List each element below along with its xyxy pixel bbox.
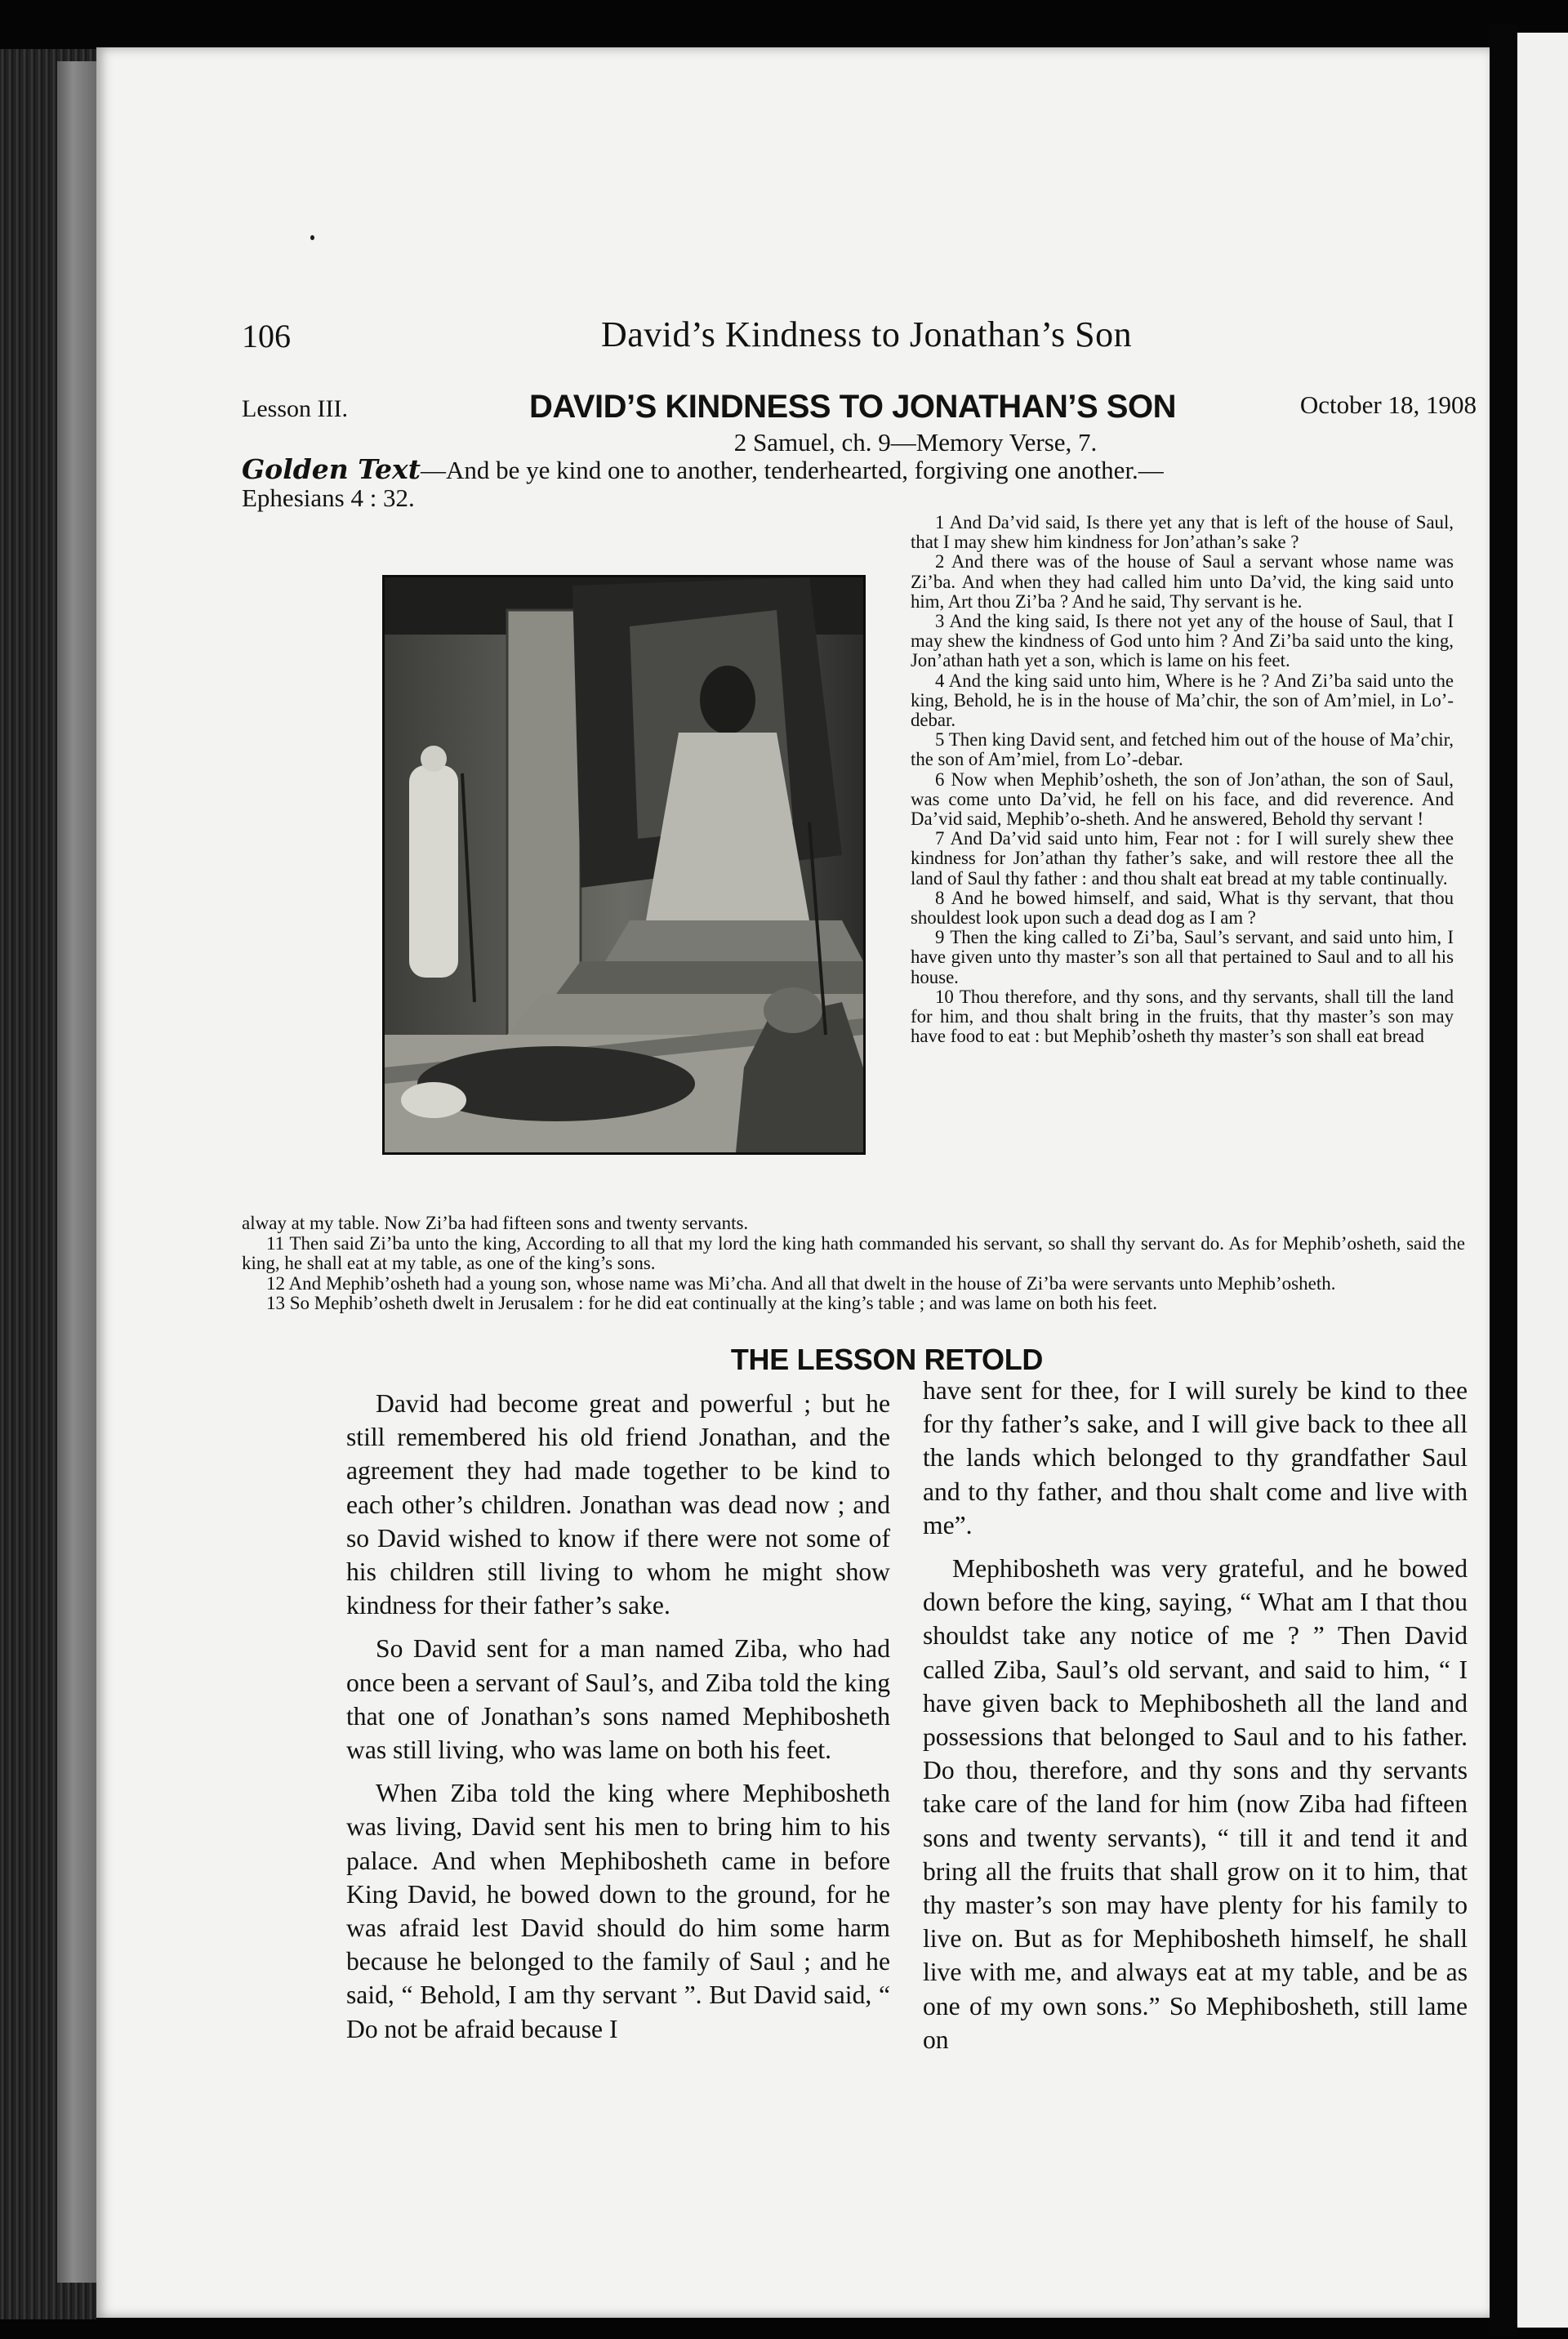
facing-page-edge xyxy=(1517,33,1568,2328)
lesson-heading xyxy=(242,389,1483,430)
page-number: 106 xyxy=(242,318,291,354)
running-head xyxy=(242,314,1483,366)
golden-text xyxy=(242,453,1483,512)
illustration-david-throne xyxy=(382,575,866,1155)
golden-text-body: —And be ye kind one to another, tenderhearted, forgiving one another.— xyxy=(420,456,1164,484)
print-speck xyxy=(310,235,314,240)
lesson-retold-right-column xyxy=(923,1374,1468,2066)
retold-paragraph: David had become great and powerful ; but he still remembered his old friend Jonathan, and the agreement they had made together to be kind to each other’s children. Jonathan was dead now ; and so David wished to know if there were not some of his children still living to whom he might show kindness for their father’s sake. xyxy=(346,1389,890,1620)
retold-paragraph: So David sent for a man named Ziba, who had once been a servant of Saul’s, and Ziba told the king that one of Jonathan’s sons named Mephibosheth was still living, who was lame on both his feet. xyxy=(346,1634,890,1765)
verse-1: 1 And Da’vid said, Is there yet any that is left of the house of Saul, that I may shew him kindness for Jon’athan’s sake ? xyxy=(911,512,1454,553)
retold-paragraph: have sent for thee, for I will surely be kind to thee for thy father’s sake, and I will give back to thee all the lands which belonged to thy grandfather Saul and to thy father, and thou shalt come and live with me”. xyxy=(923,1376,1468,1539)
lesson-date: October 18, 1908 xyxy=(1299,390,1477,419)
verse-4: 4 And the king said unto him, Where is he ? And Zi’ba said unto the king, Behold, he is in the house of Ma’chir, the son of Am’miel, in Lo’-debar. xyxy=(911,670,1454,731)
scripture-verses-full-width xyxy=(242,1214,1465,1314)
lesson-retold-heading: THE LESSON RETOLD xyxy=(730,1343,1044,1376)
golden-text-label: Golden Text xyxy=(242,453,421,485)
verse-9: 9 Then the king called to Zi’ba, Saul’s servant, and said unto him, I have given unto thy master’s son all that pertained to Saul and to all his house. xyxy=(911,927,1454,987)
book-page-stack xyxy=(57,61,96,2283)
verse-5: 5 Then king David sent, and fetched him out of the house of Ma’chir, the son of Am’miel, from Lo’-debar. xyxy=(911,729,1454,770)
retold-paragraph: Mephibosheth was very grateful, and he bowed down before the king, saying, “ What am I that thou shouldst take any notice of me ? ” Then David called Ziba, Saul’s old servant, and said to him, “ I have given back to Mephibosheth all the land and possessions that belonged to Saul and to his father. Do thou, therefore, and thy sons and thy servants take care of the land for him (now Ziba had fifteen sons and twenty servants), “ till it and tend it and bring all the fruits that shall grow on it to him, that thy master’s son may have plenty for his family to live on. But as for Mephibosheth himself, he shall live with me, and always eat at my table, and be as one of my own sons.” So Mephibosheth, still lame on xyxy=(923,1554,1468,2054)
verse-11: 11 Then said Zi’ba unto the king, According to all that my lord the king hath commanded his servant, so shall thy servant do. As for Mephib’osheth, said the king, he shall eat at my table, as one of the king’s sons. xyxy=(242,1232,1465,1274)
lesson-retold-left-column xyxy=(346,1387,890,2056)
verse-3: 3 And the king said, Is there not yet any of the house of Saul, that I may shew the kindness of God unto him ? And Zi’ba said unto the king, Jon’athan hath yet a son, which is lame on his feet. xyxy=(911,611,1454,671)
book-gutter xyxy=(1490,25,1517,2336)
verse-12: 12 And Mephib’osheth had a young son, whose name was Mi’cha. And all that dwelt in the house of Zi’ba were servants unto Mephib’osheth. xyxy=(266,1272,1336,1294)
lesson-title: DAVID’S KINDNESS TO JONATHAN’S SON xyxy=(529,389,1176,425)
verse-7: 7 And Da’vid said unto him, Fear not : for I will surely shew thee kindness for Jon’athan thy father’s sake, and will restore thee all the land of Saul thy father : and thou shalt eat bread at my table continually. xyxy=(911,828,1454,889)
page-content xyxy=(96,47,1490,2318)
verse-2: 2 And there was of the house of Saul a servant whose name was Zi’ba. And when they had called him unto Da’vid, the king said unto him, Art thou Zi’ba ? And he said, Thy servant is he. xyxy=(911,551,1454,612)
verse-13: 13 So Mephib’osheth dwelt in Jerusalem : for he did eat continually at the king’s table ; and was lame on both his feet. xyxy=(266,1293,1157,1314)
golden-text-reference: Ephesians 4 : 32. xyxy=(242,483,415,512)
scripture-reference: 2 Samuel, ch. 9—Memory Verse, 7. xyxy=(733,428,1098,457)
illustration-artwork xyxy=(385,577,863,1152)
book-page xyxy=(96,47,1490,2318)
verse-10-continued: alway at my table. Now Zi’ba had fifteen sons and twenty servants. xyxy=(242,1213,749,1233)
scripture-verses-column xyxy=(911,513,1454,1046)
verse-8: 8 And he bowed himself, and said, What is thy servant, that thou shouldest look upon such a dead dog as I am ? xyxy=(911,887,1454,929)
running-title: David’s Kindness to Jonathan’s Son xyxy=(601,314,1133,354)
verse-10: 10 Thou therefore, and thy sons, and thy servants, shall till the land for him, and thou shalt bring in the fruits, that thy master’s son may have food to eat : but Mephib’osheth thy master’s son shall eat bread xyxy=(911,986,1454,1047)
lesson-label: Lesson III. xyxy=(242,395,348,422)
verse-6: 6 Now when Mephib’osheth, the son of Jon’athan, the son of Saul, was come unto Da’vid, he fell on his face, and did reverence. And Da’vid said, Mephib’o-sheth. And he answered, Behold thy servant ! xyxy=(911,769,1454,830)
retold-paragraph: When Ziba told the king where Mephibosheth was living, David sent his men to bring him to his palace. And when Mephibosheth came in before King David, he bowed down to the ground, for he was afraid lest David should do him some harm because he belonged to the family of Saul ; and he said, “ Behold, I am thy servant ”. But David said, “ Do not be afraid because I xyxy=(346,1779,890,2043)
